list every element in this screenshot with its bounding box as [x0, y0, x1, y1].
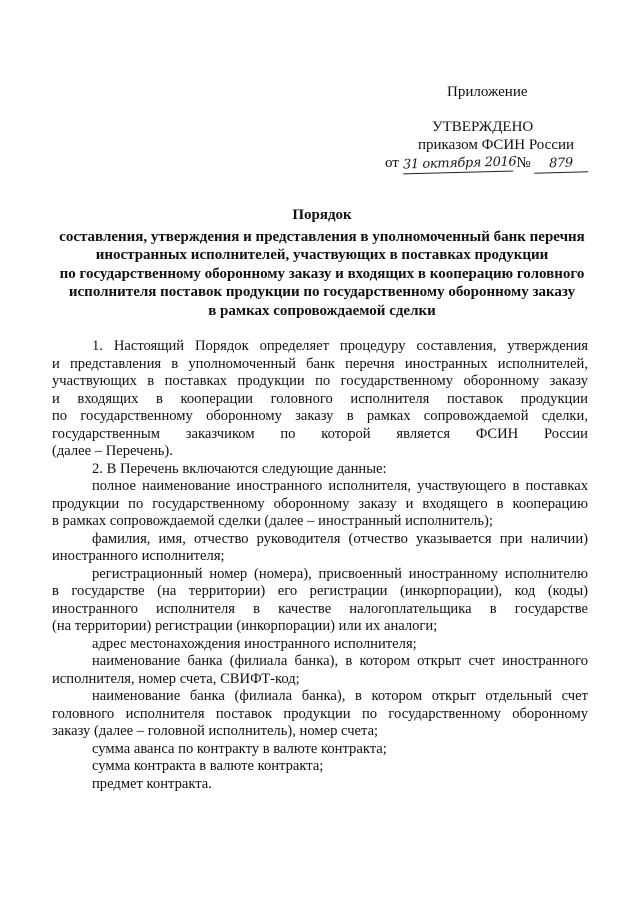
title-line: исполнителя поставок продукции по государственному оборонному заказу	[68, 284, 576, 300]
text-line: продукции по государственному оборонному заказу и входящего в кооперацию	[52, 495, 588, 512]
text-line: сумма контракта в валюте контракта;	[92, 758, 324, 774]
list-item-full-name	[52, 478, 588, 531]
list-item-address	[52, 636, 588, 654]
text-line: полное наименование иностранного исполнителя, участвующего в поставках	[92, 478, 588, 494]
paragraph-1	[52, 338, 588, 461]
text-line: в рамках сопровождаемой сделки (далее – иностранный исполнитель);	[52, 513, 493, 529]
paragraph-2	[52, 461, 588, 479]
text-line: государственным заказчиком по которой является ФСИН России	[52, 425, 588, 442]
handwritten-date: 31 октября 2016	[402, 154, 517, 173]
order-date-line	[385, 154, 588, 173]
list-item-registration-number	[52, 566, 588, 636]
text-line: 2. В Перечень включаются следующие данные:	[92, 460, 387, 477]
title-line: составления, утверждения и представления в уполномоченный банк перечня	[59, 228, 585, 245]
text-line: и входящих в кооперации головного исполнителя поставок продукции	[52, 390, 588, 407]
date-prefix: от	[385, 155, 399, 171]
text-line: участвующих в поставках продукции по государственному оборонному заказу	[52, 373, 588, 389]
list-item-head-name	[52, 531, 588, 566]
text-line: наименование банка (филиала банка), в котором открыт отдельный счет	[92, 688, 588, 704]
order-issuer: приказом ФСИН России	[418, 137, 575, 153]
list-item-foreign-bank	[52, 653, 588, 688]
text-line: по государственному оборонному заказу в рамках сопровождаемой сделки,	[52, 408, 588, 424]
number-sign: №	[516, 155, 531, 171]
document-body	[52, 338, 588, 793]
text-line: наименование банка (филиала банка), в котором открыт счет иностранного	[92, 653, 588, 669]
text-line: (на территории) регистрации (инкорпорации) или их аналоги;	[52, 618, 438, 634]
appendix-label: Приложение	[447, 84, 528, 100]
text-line: (далее – Перечень).	[52, 443, 173, 459]
text-line: в государстве (на территории) его регистрации (инкорпорации), код (коды)	[52, 583, 588, 599]
handwritten-order-number: 879	[534, 155, 588, 173]
list-item-contract-subject	[52, 776, 588, 794]
text-line: предмет контракта.	[92, 775, 212, 792]
text-line: заказу (далее – головной исполнитель), номер счета;	[52, 723, 379, 739]
title-heading: Порядок	[292, 207, 352, 223]
list-item-contract-amount	[52, 758, 588, 776]
text-line: сумма аванса по контракту в валюте контракта;	[92, 740, 387, 757]
text-line: головного исполнителя поставок продукции по государственному оборонному	[52, 705, 588, 722]
text-line: адрес местонахождения иностранного исполнителя;	[92, 635, 417, 652]
text-line: иностранного исполнителя в качестве налогоплательщика в государстве	[52, 600, 588, 617]
text-line: регистрационный номер (номера), присвоенный иностранному исполнителю	[92, 565, 588, 582]
text-line: иностранного исполнителя;	[52, 548, 225, 564]
title-line: по государственному оборонному заказу и входящих в кооперацию головного	[59, 265, 585, 282]
title-line: иностранных исполнителей, участвующих в поставках продукции	[95, 247, 549, 263]
text-line: 1. Настоящий Порядок определяет процедуру составления, утверждения	[92, 338, 588, 354]
text-line: исполнителя, номер счета, СВИФТ-код;	[52, 670, 300, 687]
title-line: в рамках сопровождаемой сделки	[208, 302, 436, 319]
text-line: фамилия, имя, отчество руководителя (отчество указывается при наличии)	[92, 530, 588, 547]
list-item-advance-amount	[52, 741, 588, 759]
text-line: и представления в уполномоченный банк перечня иностранных исполнителей,	[52, 355, 588, 372]
approved-stamp-text: УТВЕРЖДЕНО	[432, 119, 534, 135]
document-title	[20, 206, 624, 320]
list-item-head-contractor-bank	[52, 688, 588, 741]
